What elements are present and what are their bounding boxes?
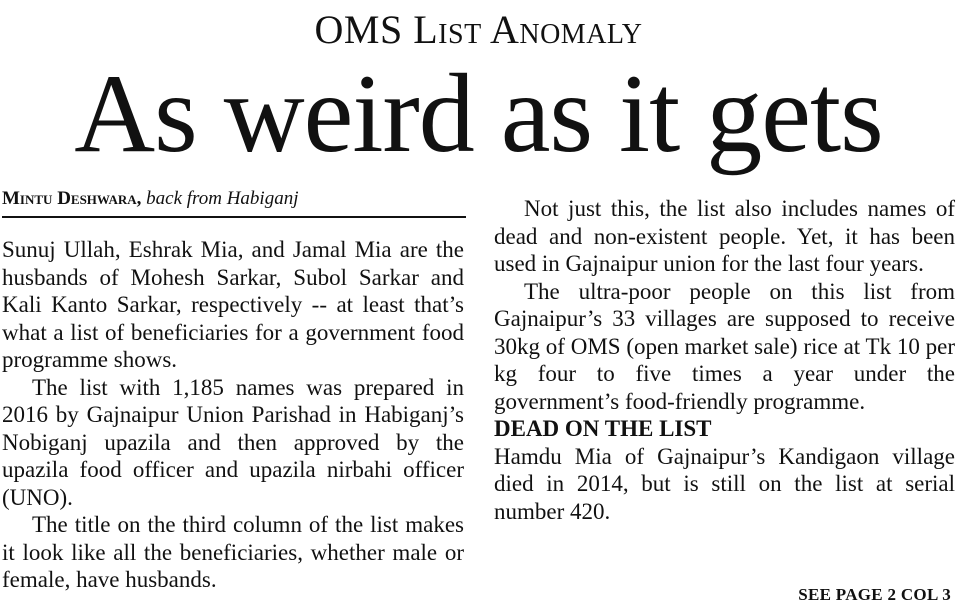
article-paragraph: The title on the third column of the list makes it look like all the beneficiaries, whether male or female, have husbands. xyxy=(2,512,464,592)
article-column-right xyxy=(494,195,955,525)
byline-location: back from Habiganj xyxy=(146,188,299,209)
article-paragraph: The list with 1,185 names was prepared in 2016 by Gajnaipur Union Parishad in Habiganj’s Nobiganj upazila and then approved by the upazila food officer and upazila nirbahi officer (UNO). xyxy=(2,374,464,510)
article-paragraph: Sunuj Ullah, Eshrak Mia, and Jamal Mia are the husbands of Mohesh Sarkar, Subol Sarkar and Kali Kanto Sarkar, respectively -- at least that’s what a list of beneficiaries for a government food programme shows. xyxy=(2,237,464,372)
byline xyxy=(2,186,466,218)
article-paragraph: The ultra-poor people on this list from Gajnaipur’s 33 villages are supposed to receive 30kg of OMS (open market sale) rice at Tk 10 per kg four to five times a year under the government’s food-friendly programme. xyxy=(494,278,955,414)
article-subheading: DEAD ON THE LIST xyxy=(494,416,712,441)
article-kicker: OMS List Anomaly xyxy=(314,7,643,52)
article-headline: As weird as it gets xyxy=(74,52,883,176)
article-paragraph: Hamdu Mia of Gajnaipur’s Kandigaon village died in 2014, but is still on the list at serial number 420. xyxy=(494,443,955,524)
continued-jump-line: SEE PAGE 2 COL 3 xyxy=(798,585,951,604)
byline-author: Mintu Deshwara, xyxy=(2,188,142,209)
article-paragraph: Not just this, the list also includes names of dead and non-existent people. Yet, it has been used in Gajnaipur union for the last four years. xyxy=(494,196,955,276)
article-column-left xyxy=(2,236,464,594)
